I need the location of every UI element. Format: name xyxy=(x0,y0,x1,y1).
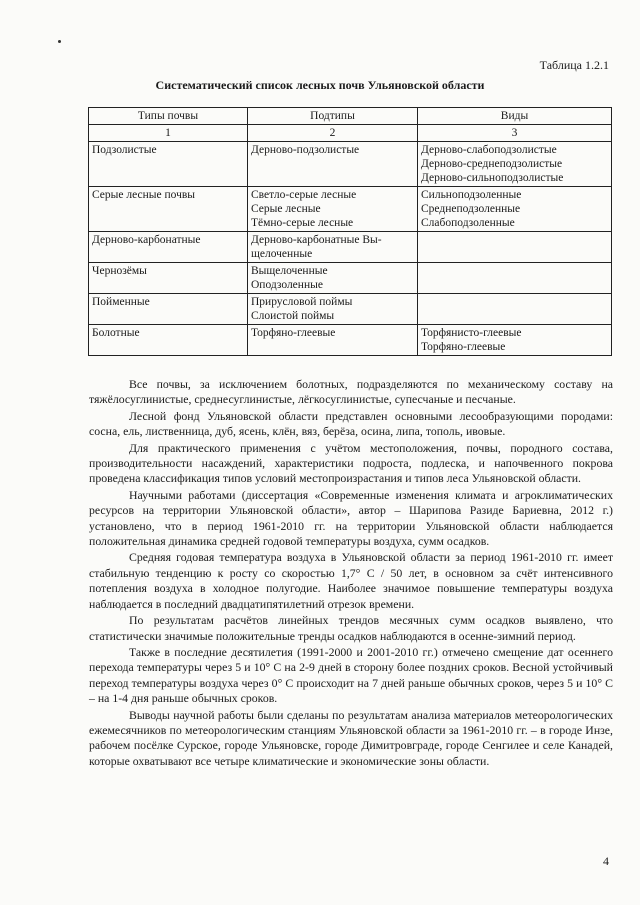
paragraph: Для практического применения с учётом местоположения, почвы, породного состава, производительности насаждений, характеристики подроста, подлеска, и напочвенного покрова проведена классификация типов условий местопроизрастания и типов леса Ульяновской области. xyxy=(89,440,613,486)
subtype-line: Оподзоленные xyxy=(251,279,323,291)
column-number: 1 xyxy=(89,125,248,142)
cell-kinds xyxy=(418,232,612,263)
paragraph: Научными работами (диссертация «Современные изменения климата и агроклиматических ресурсов на территории Ульяновской области», автор – Шарипова Разиде Бариевна, 2012 г.) установлено, что в период 1961-2010 гг. на территории Ульяновской области наблюдается положительная динамика средней годовой температуры воздуха, сумм осадков. xyxy=(89,487,613,549)
column-number: 3 xyxy=(418,125,612,142)
cell-subtypes xyxy=(248,187,418,232)
subtype-line: Тёмно-серые лесные xyxy=(251,217,354,229)
table-row xyxy=(89,232,612,263)
cell-kinds xyxy=(418,263,612,294)
column-number-row xyxy=(89,125,612,142)
header-types: Типы почвы xyxy=(89,108,248,125)
paragraph: Лесной фонд Ульяновской области представлен основными лесообразующими породами: сосна, ель, лиственница, дуб, ясень, клён, вяз, берёза, осина, липа, тополь, ивовые. xyxy=(89,408,613,439)
page-number: 4 xyxy=(603,854,609,868)
subtype-line: Дерново-карбонатные Вы- xyxy=(251,234,382,246)
cell-subtypes xyxy=(248,263,418,294)
kind-line: Сильноподзоленные xyxy=(421,189,522,201)
cell-type: Болотные xyxy=(89,325,248,356)
cell-type: Серые лесные почвы xyxy=(89,187,248,232)
subtype-line: Слоистой поймы xyxy=(251,310,335,322)
kind-line: Среднеподзоленные xyxy=(421,203,521,215)
scan-speck xyxy=(58,40,61,43)
table-row xyxy=(89,294,612,325)
kind-line: Торфянисто-глеевые xyxy=(421,327,522,339)
subtype-line: Светло-серые лесные xyxy=(251,189,357,201)
table-row xyxy=(89,263,612,294)
kind-line: Слабоподзоленные xyxy=(421,217,515,229)
column-number: 2 xyxy=(248,125,418,142)
soil-table xyxy=(88,107,612,356)
body-text xyxy=(89,377,613,770)
paragraph: По результатам расчётов линейных трендов месячных сумм осадков выявлено, что статистически значимые положительные тренды осадков наблюдаются в осенне-зимний период. xyxy=(89,613,613,643)
subtype-line: Торфяно-глеевые xyxy=(251,327,336,339)
table-label: Таблица 1.2.1 xyxy=(539,58,609,72)
subtype-line: Дерново-подзолистые xyxy=(251,144,360,156)
cell-type: Чернозёмы xyxy=(89,263,248,294)
subtype-line: Серые лесные xyxy=(251,203,321,215)
table-row xyxy=(89,325,612,356)
table-row xyxy=(89,142,612,187)
kind-line: Дерново-слабоподзолистые xyxy=(421,144,557,156)
kind-line: Дерново-среднеподзолистые xyxy=(421,158,563,170)
table-row xyxy=(89,187,612,232)
header-kinds: Виды xyxy=(418,108,612,125)
kind-line: Торфяно-глеевые xyxy=(421,341,506,353)
cell-type: Пойменные xyxy=(89,294,248,325)
subtype-line: Выщелоченные xyxy=(251,265,328,277)
cell-type: Дерново-карбонатные xyxy=(89,232,248,263)
cell-kinds xyxy=(418,325,612,356)
kind-line: Дерново-сильноподзолистые xyxy=(421,172,564,184)
table-title: Систематический список лесных почв Ульяновской области xyxy=(155,78,485,92)
subtype-line: щелоченные xyxy=(251,248,313,260)
paragraph: Все почвы, за исключением болотных, подразделяются по механическому составу на тяжёлосуглинистые, среднесуглинистые, лёгкосуглинистые, супесчаные и песчаные. xyxy=(89,377,613,407)
cell-kinds xyxy=(418,294,612,325)
header-subtypes: Подтипы xyxy=(248,108,418,125)
cell-subtypes xyxy=(248,294,418,325)
cell-type: Подзолистые xyxy=(89,142,248,187)
cell-subtypes xyxy=(248,232,418,263)
cell-subtypes xyxy=(248,325,418,356)
cell-subtypes xyxy=(248,142,418,187)
cell-kinds xyxy=(418,187,612,232)
subtype-line: Прирусловой поймы xyxy=(251,296,353,308)
cell-kinds xyxy=(418,142,612,187)
paragraph: Выводы научной работы были сделаны по результатам анализа материалов метеорологических ежемесячников по метеорологическим станциям Ульяновской области за 1961-2010 гг. – в городе Инзе, рабочем посёлке Сурское, городе Ульяновске, городе Димитровграде, городе Сенгилее и селе Канадей, которые охватывают все четыре климатические и экономические зоны области. xyxy=(89,707,613,768)
table-header-row xyxy=(89,108,612,125)
paragraph: Также в последние десятилетия (1991-2000 и 2001-2010 гг.) отмечено смещение дат осеннего перехода температуры через 5 и 10° С на 2-9 дней в сторону более поздних сроков. Весной устойчивый переход температуры воздуха через 0° С происходит на 7 дней раньше обычных сроков, через 5 и 10° С – на 1-4 дня раньше обычных сроков. xyxy=(89,644,613,706)
paragraph: Средняя годовая температура воздуха в Ульяновской области за период 1961-2010 гг. имеет стабильную тенденцию к росту со скоростью 1,7° С / 50 лет, в основном за счёт интенсивного потепления воздуха в холодное полугодие. Наиболее значимое повышение температуры воздуха наблюдается в последний двадцатипятилетний отрезок времени. xyxy=(89,550,613,611)
